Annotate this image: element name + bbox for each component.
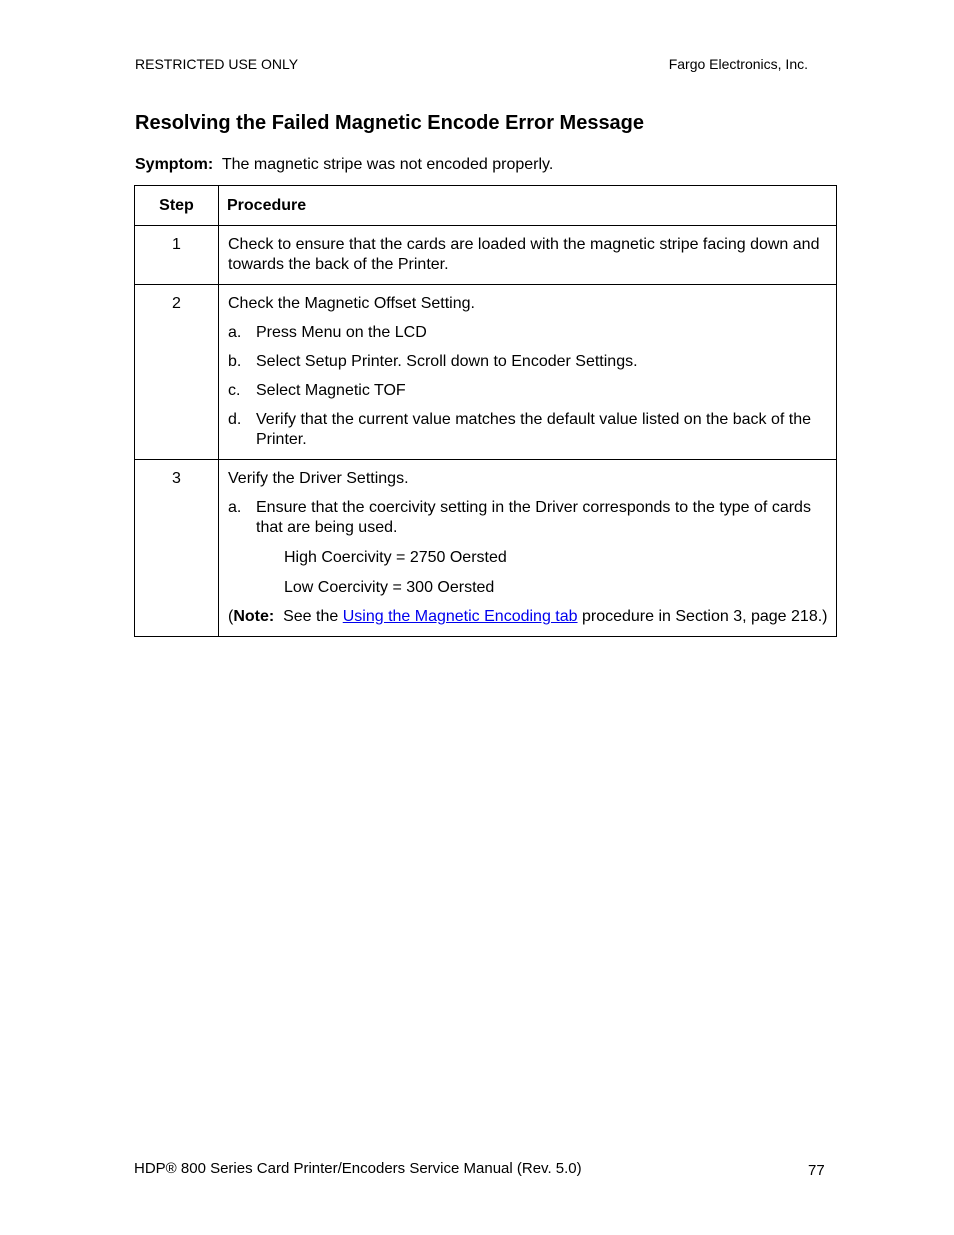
sub-step-text: Select Magnetic TOF — [256, 382, 406, 399]
header-company-name: Fargo Electronics, Inc. — [668, 56, 808, 72]
procedure-note — [228, 607, 828, 627]
step-number: 2 — [135, 285, 219, 460]
footer-manual-title: HDP® 800 Series Card Printer/Encoders Service Manual (Rev. 5.0) — [134, 1160, 582, 1177]
sub-step — [228, 323, 828, 343]
header-restricted-label: RESTRICTED USE ONLY — [135, 56, 299, 72]
procedure-text: Check the Magnetic Offset Setting. — [228, 295, 475, 312]
sub-step-letter: a. — [228, 324, 242, 341]
magnetic-encoding-tab-link[interactable]: Using the Magnetic Encoding tab — [342, 608, 578, 625]
table-row — [135, 285, 837, 460]
procedure-text: Check to ensure that the cards are loaded with the magnetic stripe facing down and towards the back of the Printer. — [228, 236, 820, 273]
sub-step-text: Ensure that the coercivity setting in the Driver corresponds to the type of cards that are being used. — [256, 499, 811, 536]
step-number: 1 — [135, 226, 219, 285]
symptom-label: Symptom: — [135, 156, 214, 173]
step-number: 3 — [135, 460, 219, 637]
note-label: Note: — [233, 608, 275, 625]
page-number: 77 — [808, 1162, 825, 1179]
sub-step-text: Press Menu on the LCD — [256, 324, 427, 341]
note-open-paren: ( — [228, 608, 234, 625]
sub-step-letter: a. — [228, 499, 242, 516]
note-post-text: procedure in Section 3, page 218.) — [581, 608, 828, 625]
table-row — [135, 226, 837, 285]
procedure-table — [134, 185, 837, 637]
sub-step — [228, 498, 828, 538]
column-header-step: Step — [135, 186, 219, 226]
table-row — [135, 460, 837, 637]
sub-step — [228, 410, 828, 450]
note-pre-text: See the — [283, 608, 339, 625]
coercivity-value-high: High Coercivity = 2750 Oersted — [284, 549, 507, 566]
sub-step-letter: c. — [228, 382, 241, 399]
procedure-cell — [219, 285, 837, 460]
sub-step — [228, 381, 828, 401]
sub-step-letter: d. — [228, 411, 242, 428]
sub-step — [228, 352, 828, 372]
symptom-line — [135, 156, 553, 174]
page-title: Resolving the Failed Magnetic Encode Error Message — [135, 112, 645, 134]
procedure-text: Verify the Driver Settings. — [228, 470, 409, 487]
sub-step-text: Verify that the current value matches the default value listed on the back of the Printer. — [256, 411, 811, 448]
sub-step-letter: b. — [228, 353, 242, 370]
coercivity-value-low: Low Coercivity = 300 Oersted — [284, 579, 495, 596]
procedure-cell — [219, 460, 837, 637]
sub-step-text: Select Setup Printer. Scroll down to Encoder Settings. — [256, 353, 638, 370]
column-header-procedure: Procedure — [219, 186, 837, 226]
symptom-text: The magnetic stripe was not encoded properly. — [221, 156, 554, 173]
procedure-cell — [219, 226, 837, 285]
table-header-row — [135, 186, 837, 226]
